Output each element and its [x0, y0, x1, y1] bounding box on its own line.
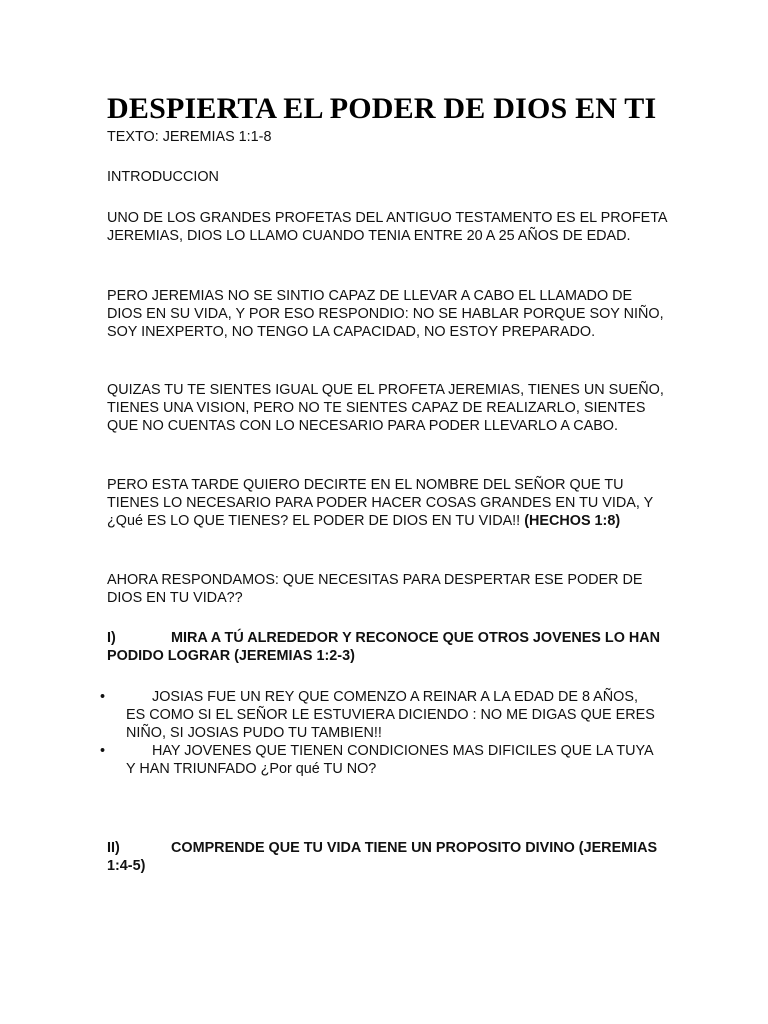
section-2-text: COMPRENDE QUE TU VIDA TIENE UN PROPOSITO DIVINO (JEREMIAS 1:4-5) [107, 840, 658, 874]
paragraph-4 [107, 476, 667, 530]
paragraph-4-reference: (HECHOS 1:8) [524, 513, 621, 529]
paragraph-4-text: PERO ESTA TARDE QUIERO DECIRTE EN EL NOMBRE DEL SEÑOR QUE TU TIENES LO NECESARIO PARA PODER HACER COSAS GRANDES EN TU VIDA, Y ¿Qué ES LO QUE TIENES? EL PODER DE DIOS EN TU VIDA!! [107, 477, 653, 529]
paragraph-1: UNO DE LOS GRANDES PROFETAS DEL ANTIGUO TESTAMENTO ES EL PROFETA JEREMIAS, DIOS LO LLAMO CUANDO TENIA ENTRE 20 A 25 AÑOS DE EDAD. [107, 210, 667, 244]
bullet-icon: • [100, 743, 106, 759]
paragraph-2: PERO JEREMIAS NO SE SINTIO CAPAZ DE LLEVAR A CABO EL LLAMADO DE DIOS EN SU VIDA, Y POR ESO RESPONDIO: NO SE HABLAR PORQUE SOY NIÑO, SOY INEXPERTO, NO TENGO LA CAPACIDAD, NO ESTOY PREPARADO. [107, 288, 664, 340]
section-1-number: I) [107, 630, 116, 646]
list-item-text: JOSIAS FUE UN REY QUE COMENZO A REINAR A LA EDAD DE 8 AÑOS, ES COMO SI EL SEÑOR LE ESTUVIERA DICIENDO : NO ME DIGAS QUE ERES NIÑO, SI JOSIAS PUDO TU TAMBIEN!! [126, 689, 655, 741]
paragraph-5: AHORA RESPONDAMOS: QUE NECESITAS PARA DESPERTAR ESE PODER DE DIOS EN TU VIDA?? [107, 572, 643, 606]
document-title: DESPIERTA EL PODER DE DIOS EN TI [107, 92, 657, 125]
scripture-reference: TEXTO: JEREMIAS 1:1-8 [107, 129, 272, 145]
section-2-number: II) [107, 840, 120, 856]
bullet-icon: • [100, 689, 106, 705]
section-1-heading [107, 629, 667, 665]
introduction-label: INTRODUCCION [107, 169, 219, 185]
list-item-text: HAY JOVENES QUE TIENEN CONDICIONES MAS DIFICILES QUE LA TUYA Y HAN TRIUNFADO ¿Por qué TU NO? [126, 743, 653, 777]
bullet-list [100, 688, 660, 778]
paragraph-3: QUIZAS TU TE SIENTES IGUAL QUE EL PROFETA JEREMIAS, TIENES UN SUEÑO, TIENES UNA VISION, PERO NO TE SIENTES CAPAZ DE REALIZARLO, SIENTES QUE NO CUENTAS CON LO NECESARIO PARA PODER LLEVARLO A CABO. [107, 382, 664, 434]
list-item [100, 688, 660, 742]
section-1-text: MIRA A TÚ ALREDEDOR Y RECONOCE QUE OTROS JOVENES LO HAN PODIDO LOGRAR (JEREMIAS 1:2-3) [107, 630, 661, 664]
section-2-heading [107, 839, 667, 875]
list-item [100, 742, 660, 778]
